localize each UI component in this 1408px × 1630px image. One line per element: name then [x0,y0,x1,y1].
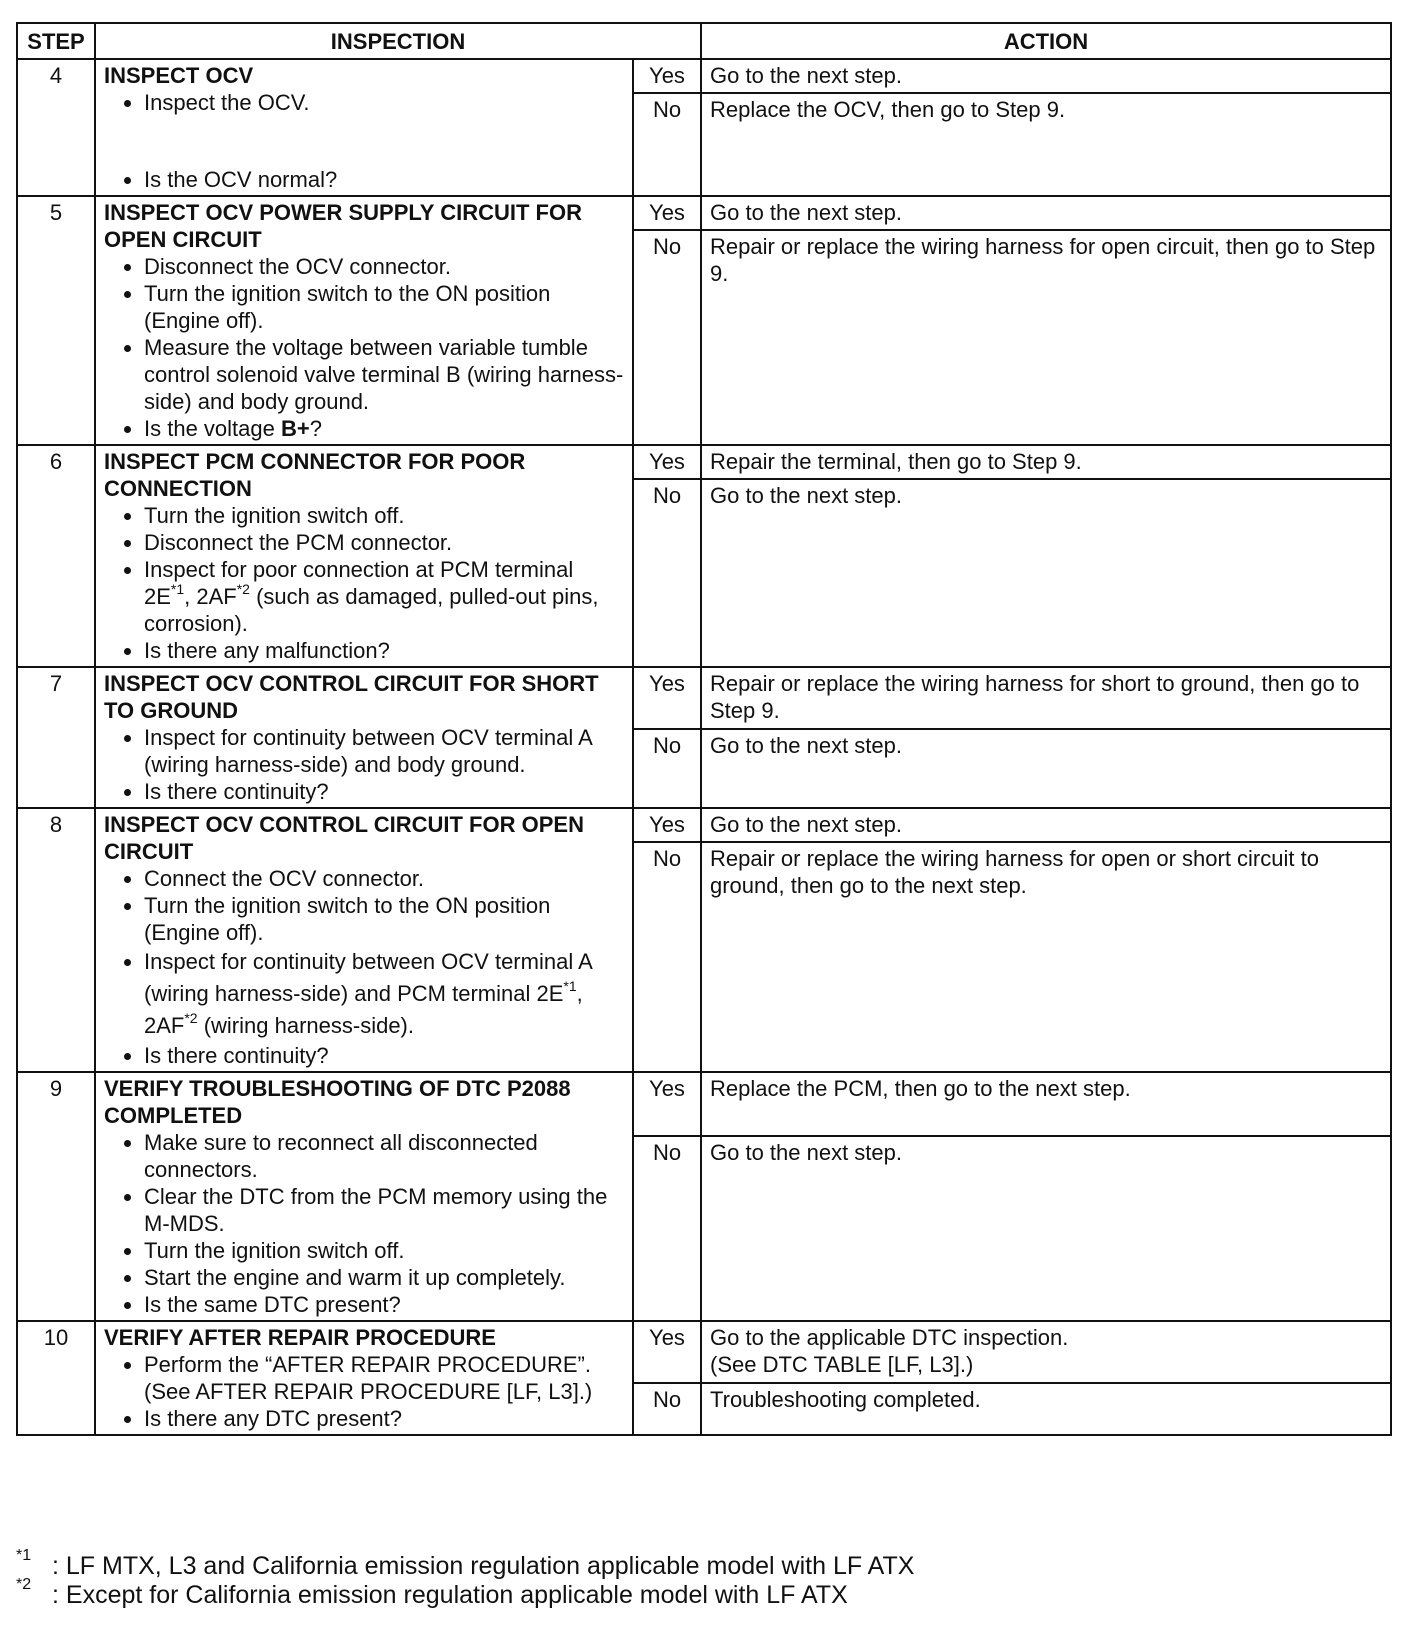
yes-action-line: (See DTC TABLE [LF, L3].) [710,1352,974,1377]
inspection-title: INSPECT OCV POWER SUPPLY CIRCUIT FOR OPEN CIRCUIT [104,200,582,252]
inspection-title: INSPECT PCM CONNECTOR FOR POOR CONNECTION [104,449,526,501]
yes-label: Yes [633,59,701,93]
inspection-bullet: • Connect the OCV connector. [144,865,624,892]
footnote-mark: *1 [16,1547,32,1564]
yes-action [701,1321,1391,1383]
yes-label: Yes [633,808,701,842]
no-action: Replace the OCV, then go to Step 9. [701,93,1391,196]
inspection-cell [95,445,633,667]
yes-action: Repair the terminal, then go to Step 9. [701,445,1391,479]
inspection-question: • Is the same DTC present? [144,1291,624,1318]
yes-label: Yes [633,1072,701,1136]
yes-action-line: Go to the applicable DTC inspection. [710,1325,1069,1350]
no-label: No [633,1383,701,1435]
yes-action: Go to the next step. [701,59,1391,93]
no-action: Repair or replace the wiring harness for open or short circuit to ground, then go to the next step. [701,842,1391,1072]
footnote-mark: *2 [16,1576,32,1593]
inspection-question: • Is there continuity? [144,778,624,805]
yes-label: Yes [633,667,701,729]
inspection-bullet: • Inspect for continuity between OCV terminal A (wiring harness-side) and body ground. [144,724,624,778]
yes-label: Yes [633,196,701,230]
troubleshooting-table [16,22,1392,1436]
inspection-bullet: • Make sure to reconnect all disconnected connectors. [144,1129,624,1183]
no-label: No [633,729,701,808]
footnotes [16,1547,915,1610]
step-number: 7 [17,667,95,808]
no-label: No [633,479,701,667]
inspection-bullet: • Clear the DTC from the PCM memory using the M-MDS. [144,1183,624,1237]
inspection-bullet: • Disconnect the PCM connector. [144,529,624,556]
inspection-question: • Is the OCV normal? [144,166,624,193]
table-row [17,1321,1391,1383]
troubleshooting-document [16,22,1390,1436]
inspection-title: INSPECT OCV [104,63,254,88]
inspection-question: • Is there any DTC present? [144,1405,624,1432]
table-row [17,196,1391,230]
inspection-bullet: • Disconnect the OCV connector. [144,253,624,280]
footnote-text: : LF MTX, L3 and California emission regulation applicable model with LF ATX [52,1552,915,1580]
step-number: 10 [17,1321,95,1435]
no-action: Go to the next step. [701,479,1391,667]
inspection-bullet: • Start the engine and warm it up completely. [144,1264,624,1291]
inspection-cell [95,667,633,808]
step-number: 4 [17,59,95,196]
step-number: 9 [17,1072,95,1321]
inspection-title: VERIFY TROUBLESHOOTING OF DTC P2088 COMPLETED [104,1076,571,1128]
inspection-cell [95,808,633,1072]
inspection-bullet: • Inspect for continuity between OCV terminal A (wiring harness-side) and PCM terminal $2E^{*1}$, 2AF$^{*2}$ (wiring harness-side). [144,946,624,1042]
table-row [17,59,1391,93]
yes-action: Repair or replace the wiring harness for short to ground, then go to Step 9. [701,667,1391,729]
inspection-title: VERIFY AFTER REPAIR PROCEDURE [104,1325,496,1350]
no-action: Repair or replace the wiring harness for open circuit, then go to Step 9. [701,230,1391,445]
no-label: No [633,93,701,196]
table-row [17,445,1391,479]
yes-label: Yes [633,445,701,479]
inspection-title: INSPECT OCV CONTROL CIRCUIT FOR SHORT TO GROUND [104,671,599,723]
header-action: ACTION [701,23,1391,59]
table-row [17,808,1391,842]
inspection-bullet: • Inspect the OCV. [144,89,624,116]
footnote [16,1576,914,1610]
step-number: 5 [17,196,95,445]
no-action: Troubleshooting completed. [701,1383,1391,1435]
footnote [16,1547,915,1581]
header-step: STEP [17,23,95,59]
inspection-cell [95,59,633,196]
inspection-bullet: • Turn the ignition switch off. [144,502,624,529]
inspection-bullet: • Turn the ignition switch off. [144,1237,624,1264]
yes-action: Go to the next step. [701,808,1391,842]
inspection-bullet: • Inspect for poor connection at PCM terminal $2E^{*1}$, 2AF$^{*2}$ (such as damaged, pulled-out pins, corrosion). [144,556,624,637]
yes-label: Yes [633,1321,701,1383]
table-header-row [17,23,1391,59]
no-action: Go to the next step. [701,1136,1391,1321]
inspection-question: • Is there continuity? [144,1042,624,1069]
inspection-title: INSPECT OCV CONTROL CIRCUIT FOR OPEN CIRCUIT [104,812,584,864]
step-number: 8 [17,808,95,1072]
footnote-text: : Except for California emission regulation applicable model with LF ATX [52,1581,848,1609]
no-label: No [633,1136,701,1321]
inspection-cell [95,196,633,445]
no-label: No [633,230,701,445]
inspection-bullet: • Turn the ignition switch to the ON position (Engine off). [144,892,624,946]
no-action: Go to the next step. [701,729,1391,808]
step-number: 6 [17,445,95,667]
no-label: No [633,842,701,1072]
inspection-bullet: • Perform the “AFTER REPAIR PROCEDURE”. (See AFTER REPAIR PROCEDURE [LF, L3].) [144,1351,624,1405]
inspection-bullet: • Turn the ignition switch to the ON position (Engine off). [144,280,624,334]
table-row [17,1072,1391,1136]
inspection-cell [95,1072,633,1321]
table-row [17,667,1391,729]
inspection-question: • Is the voltage B+? [144,415,624,442]
yes-action: Replace the PCM, then go to the next step. [701,1072,1391,1136]
yes-action: Go to the next step. [701,196,1391,230]
header-inspection: INSPECTION [95,23,701,59]
inspection-question: • Is there any malfunction? [144,637,624,664]
inspection-cell [95,1321,633,1435]
inspection-bullet: • Measure the voltage between variable tumble control solenoid valve terminal B (wiring harness-side) and body ground. [144,334,624,415]
